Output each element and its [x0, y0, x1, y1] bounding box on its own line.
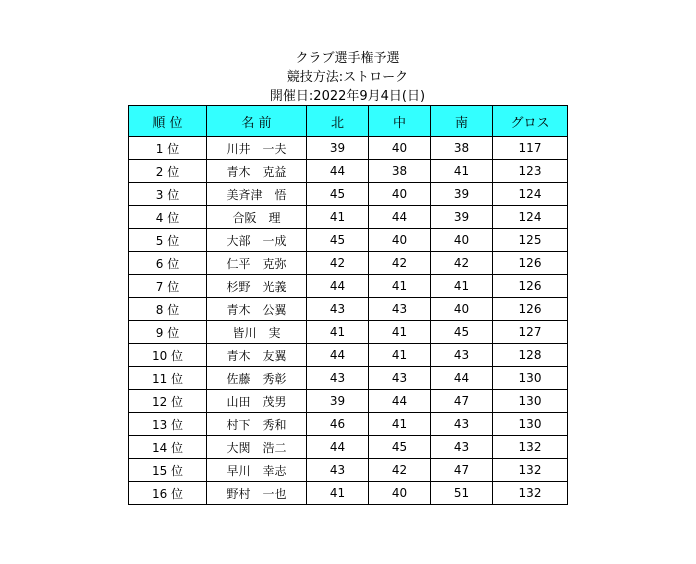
table-row	[129, 436, 568, 459]
rank-cell: 12 位	[129, 390, 207, 413]
center-score-cell: 40	[369, 482, 431, 505]
north-score-cell: 43	[307, 367, 369, 390]
gross-score-cell: 124	[493, 183, 568, 206]
player-name-cell: 青木 友翼	[207, 344, 307, 367]
table-row	[129, 413, 568, 436]
player-name-cell: 大部 一成	[207, 229, 307, 252]
rank-cell: 13 位	[129, 413, 207, 436]
header-south: 南	[431, 106, 493, 137]
rank-cell: 16 位	[129, 482, 207, 505]
table-body	[129, 137, 568, 505]
player-name-cell: 川井 一夫	[207, 137, 307, 160]
header-row	[129, 106, 568, 137]
competition-format: 競技方法:ストローク	[286, 70, 409, 85]
player-name-cell: 野村 一也	[207, 482, 307, 505]
north-score-cell: 44	[307, 436, 369, 459]
player-name-cell: 青木 公翼	[207, 298, 307, 321]
south-score-cell: 43	[431, 344, 493, 367]
header-name: 名 前	[207, 106, 307, 137]
north-score-cell: 44	[307, 160, 369, 183]
south-score-cell: 39	[431, 206, 493, 229]
north-score-cell: 45	[307, 183, 369, 206]
table-row	[129, 252, 568, 275]
south-score-cell: 42	[431, 252, 493, 275]
south-score-cell: 41	[431, 160, 493, 183]
table-row	[129, 321, 568, 344]
center-score-cell: 40	[369, 137, 431, 160]
rank-cell: 5 位	[129, 229, 207, 252]
south-score-cell: 41	[431, 275, 493, 298]
player-name-cell: 村下 秀和	[207, 413, 307, 436]
rank-cell: 15 位	[129, 459, 207, 482]
north-score-cell: 41	[307, 206, 369, 229]
north-score-cell: 46	[307, 413, 369, 436]
gross-score-cell: 130	[493, 390, 568, 413]
table-row	[129, 206, 568, 229]
player-name-cell: 仁平 克弥	[207, 252, 307, 275]
center-score-cell: 38	[369, 160, 431, 183]
table-row	[129, 482, 568, 505]
north-score-cell: 45	[307, 229, 369, 252]
player-name-cell: 山田 茂男	[207, 390, 307, 413]
north-score-cell: 41	[307, 321, 369, 344]
title-block	[128, 49, 567, 106]
center-score-cell: 41	[369, 413, 431, 436]
event-date: 開催日:2022年9月4日(日)	[269, 89, 426, 104]
rank-cell: 4 位	[129, 206, 207, 229]
player-name-cell: 大関 浩二	[207, 436, 307, 459]
gross-score-cell: 126	[493, 275, 568, 298]
player-name-cell: 皆川 実	[207, 321, 307, 344]
player-name-cell: 美斉津 悟	[207, 183, 307, 206]
table-header	[129, 106, 568, 137]
north-score-cell: 43	[307, 459, 369, 482]
center-score-cell: 43	[369, 298, 431, 321]
gross-score-cell: 127	[493, 321, 568, 344]
center-score-cell: 41	[369, 275, 431, 298]
player-name-cell: 早川 幸志	[207, 459, 307, 482]
rank-cell: 14 位	[129, 436, 207, 459]
north-score-cell: 44	[307, 275, 369, 298]
north-score-cell: 39	[307, 390, 369, 413]
player-name-cell: 青木 克益	[207, 160, 307, 183]
gross-score-cell: 117	[493, 137, 568, 160]
gross-score-cell: 125	[493, 229, 568, 252]
south-score-cell: 45	[431, 321, 493, 344]
north-score-cell: 43	[307, 298, 369, 321]
center-score-cell: 42	[369, 252, 431, 275]
center-score-cell: 40	[369, 229, 431, 252]
table-row	[129, 137, 568, 160]
gross-score-cell: 126	[493, 252, 568, 275]
south-score-cell: 43	[431, 436, 493, 459]
center-score-cell: 41	[369, 344, 431, 367]
player-name-cell: 佐藤 秀彰	[207, 367, 307, 390]
gross-score-cell: 128	[493, 344, 568, 367]
table-row	[129, 390, 568, 413]
table-row	[129, 344, 568, 367]
center-score-cell: 41	[369, 321, 431, 344]
rank-cell: 2 位	[129, 160, 207, 183]
south-score-cell: 38	[431, 137, 493, 160]
gross-score-cell: 130	[493, 413, 568, 436]
north-score-cell: 39	[307, 137, 369, 160]
center-score-cell: 44	[369, 390, 431, 413]
table-row	[129, 229, 568, 252]
rank-cell: 11 位	[129, 367, 207, 390]
rank-cell: 9 位	[129, 321, 207, 344]
table-row	[129, 183, 568, 206]
player-name-cell: 合阪 理	[207, 206, 307, 229]
header-rank: 順 位	[129, 106, 207, 137]
gross-score-cell: 132	[493, 459, 568, 482]
south-score-cell: 47	[431, 390, 493, 413]
center-score-cell: 43	[369, 367, 431, 390]
rank-cell: 3 位	[129, 183, 207, 206]
table-row	[129, 275, 568, 298]
tournament-title: クラブ選手権予選	[295, 51, 400, 66]
table-row	[129, 459, 568, 482]
table-row	[129, 160, 568, 183]
table-row	[129, 367, 568, 390]
table-row	[129, 298, 568, 321]
south-score-cell: 47	[431, 459, 493, 482]
player-name-cell: 杉野 光義	[207, 275, 307, 298]
north-score-cell: 44	[307, 344, 369, 367]
gross-score-cell: 132	[493, 436, 568, 459]
header-center: 中	[369, 106, 431, 137]
gross-score-cell: 130	[493, 367, 568, 390]
rank-cell: 6 位	[129, 252, 207, 275]
center-score-cell: 42	[369, 459, 431, 482]
gross-score-cell: 124	[493, 206, 568, 229]
center-score-cell: 45	[369, 436, 431, 459]
south-score-cell: 39	[431, 183, 493, 206]
gross-score-cell: 126	[493, 298, 568, 321]
header-gross: グロス	[493, 106, 568, 137]
gross-score-cell: 132	[493, 482, 568, 505]
north-score-cell: 41	[307, 482, 369, 505]
rank-cell: 8 位	[129, 298, 207, 321]
south-score-cell: 43	[431, 413, 493, 436]
results-table	[128, 105, 568, 505]
rank-cell: 7 位	[129, 275, 207, 298]
rank-cell: 1 位	[129, 137, 207, 160]
south-score-cell: 40	[431, 229, 493, 252]
gross-score-cell: 123	[493, 160, 568, 183]
south-score-cell: 40	[431, 298, 493, 321]
header-north: 北	[307, 106, 369, 137]
center-score-cell: 40	[369, 183, 431, 206]
center-score-cell: 44	[369, 206, 431, 229]
south-score-cell: 51	[431, 482, 493, 505]
north-score-cell: 42	[307, 252, 369, 275]
rank-cell: 10 位	[129, 344, 207, 367]
south-score-cell: 44	[431, 367, 493, 390]
